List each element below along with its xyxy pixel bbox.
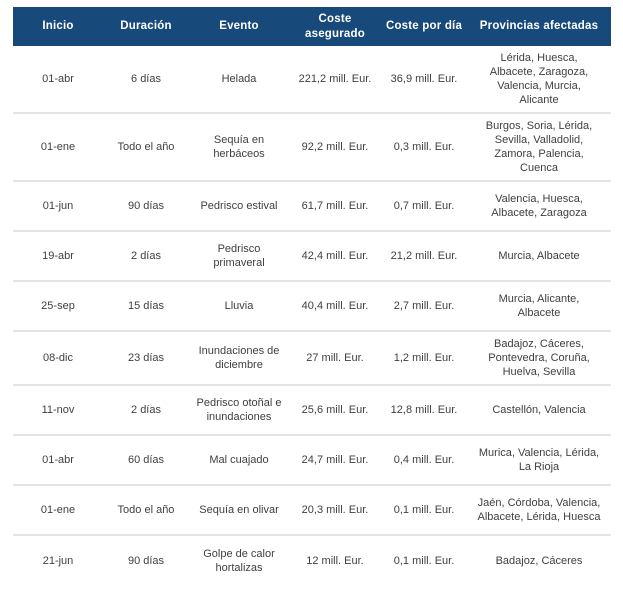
- column-header-evento: Evento: [189, 7, 289, 46]
- cell-evento: Lluvia: [189, 281, 289, 331]
- table-row: [13, 331, 611, 385]
- cell-evento: Pedrisco otoñal e inundaciones: [189, 385, 289, 435]
- column-header-inicio: Inicio: [13, 7, 103, 46]
- cell-inicio: 01-ene: [13, 113, 103, 181]
- cell-inicio: 01-jun: [13, 181, 103, 231]
- cell-inicio: 25-sep: [13, 281, 103, 331]
- cell-coste-asegurado: 24,7 mill. Eur.: [289, 435, 381, 485]
- cell-coste-asegurado: 221,2 mill. Eur.: [289, 46, 381, 113]
- cell-coste-por-dia: 0,4 mill. Eur.: [381, 435, 467, 485]
- cell-coste-asegurado: 12 mill. Eur.: [306, 554, 364, 567]
- cell-provincias: Badajoz, Cáceres: [495, 554, 583, 567]
- cell-coste-asegurado: 40,4 mill. Eur.: [289, 281, 381, 331]
- cell-inicio: 08-dic: [13, 331, 103, 385]
- cell-duracion: 2 días: [103, 385, 189, 435]
- cell-inicio: 21-jun: [42, 554, 74, 567]
- cell-coste-por-dia: 36,9 mill. Eur.: [381, 46, 467, 113]
- cell-coste-asegurado: 27 mill. Eur.: [289, 331, 381, 385]
- cell-inicio: 01-ene: [13, 485, 103, 535]
- table-row: [13, 385, 611, 435]
- cell-provincias: Lérida, Huesca, Albacete, Zaragoza, Valencia, Murcia, Alicante: [467, 46, 611, 113]
- table-row: [13, 535, 611, 585]
- cell-coste-por-dia: 2,7 mill. Eur.: [381, 281, 467, 331]
- cell-duracion: 60 días: [103, 435, 189, 485]
- cell-duracion: 15 días: [103, 281, 189, 331]
- cell-provincias: Murcia, Albacete: [467, 231, 611, 281]
- cell-coste-asegurado: 25,6 mill. Eur.: [289, 385, 381, 435]
- cell-inicio: 01-abr: [13, 46, 103, 113]
- cell-evento: Pedrisco estival: [189, 181, 289, 231]
- cell-evento: Helada: [189, 46, 289, 113]
- table-body: [13, 46, 611, 585]
- cell-coste-asegurado: 61,7 mill. Eur.: [289, 181, 381, 231]
- cell-duracion: 23 días: [103, 331, 189, 385]
- table-row: [13, 113, 611, 181]
- events-cost-table: [13, 7, 611, 585]
- column-header-coste-asegurado: Coste asegurado: [289, 7, 381, 46]
- table-row: [13, 181, 611, 231]
- cell-evento: Pedrisco primaveral: [189, 231, 289, 281]
- cell-coste-por-dia: 0,1 mill. Eur.: [393, 554, 455, 567]
- table-row: [13, 231, 611, 281]
- cell-evento: Sequía en herbáceos: [189, 113, 289, 181]
- cell-provincias: Valencia, Huesca, Albacete, Zaragoza: [467, 181, 611, 231]
- cell-evento: Sequía en olivar: [189, 485, 289, 535]
- cell-coste-por-dia: 21,2 mill. Eur.: [381, 231, 467, 281]
- cell-provincias: Burgos, Soria, Lérida, Sevilla, Valladolid, Zamora, Palencia, Cuenca: [467, 113, 611, 181]
- cell-inicio: 19-abr: [13, 231, 103, 281]
- cell-coste-por-dia: 1,2 mill. Eur.: [381, 331, 467, 385]
- cell-provincias: Jaén, Córdoba, Valencia, Albacete, Lérida, Huesca: [467, 485, 611, 535]
- cell-provincias: Castellón, Valencia: [467, 385, 611, 435]
- cell-provincias: Murica, Valencia, Lérida, La Rioja: [467, 435, 611, 485]
- cell-inicio: 01-abr: [13, 435, 103, 485]
- table-row: [13, 46, 611, 113]
- table-row: [13, 435, 611, 485]
- cell-duracion: 2 días: [103, 231, 189, 281]
- cell-coste-por-dia: 0,1 mill. Eur.: [381, 485, 467, 535]
- cell-coste-asegurado: 20,3 mill. Eur.: [289, 485, 381, 535]
- cell-duracion: Todo el año: [103, 485, 189, 535]
- cell-coste-por-dia: 0,3 mill. Eur.: [381, 113, 467, 181]
- cell-evento: Mal cuajado: [189, 435, 289, 485]
- cell-inicio: 11-nov: [13, 385, 103, 435]
- column-header-provincias: Provincias afectadas: [467, 7, 611, 46]
- table-row: [13, 281, 611, 331]
- cell-duracion: 90 días: [103, 181, 189, 231]
- column-header-duracion: Duración: [103, 7, 189, 46]
- cell-coste-asegurado: 42,4 mill. Eur.: [289, 231, 381, 281]
- cell-duracion: 90 días: [127, 554, 165, 567]
- cell-duracion: 6 días: [103, 46, 189, 113]
- cell-coste-por-dia: 0,7 mill. Eur.: [381, 181, 467, 231]
- column-header-coste-por-dia: Coste por día: [381, 7, 467, 46]
- cell-coste-por-dia: 12,8 mill. Eur.: [381, 385, 467, 435]
- cell-provincias: Murcia, Alicante, Albacete: [467, 281, 611, 331]
- table-header: [13, 7, 611, 46]
- header-row: [13, 7, 611, 46]
- cell-evento: Inundaciones de diciembre: [189, 331, 289, 385]
- table-row: [13, 485, 611, 535]
- cell-duracion: Todo el año: [103, 113, 189, 181]
- cell-evento: Golpe de calor hortalizas: [203, 547, 275, 574]
- cell-provincias: Badajoz, Cáceres, Pontevedra, Coruña, Huelva, Sevilla: [467, 331, 611, 385]
- cell-coste-asegurado: 92,2 mill. Eur.: [289, 113, 381, 181]
